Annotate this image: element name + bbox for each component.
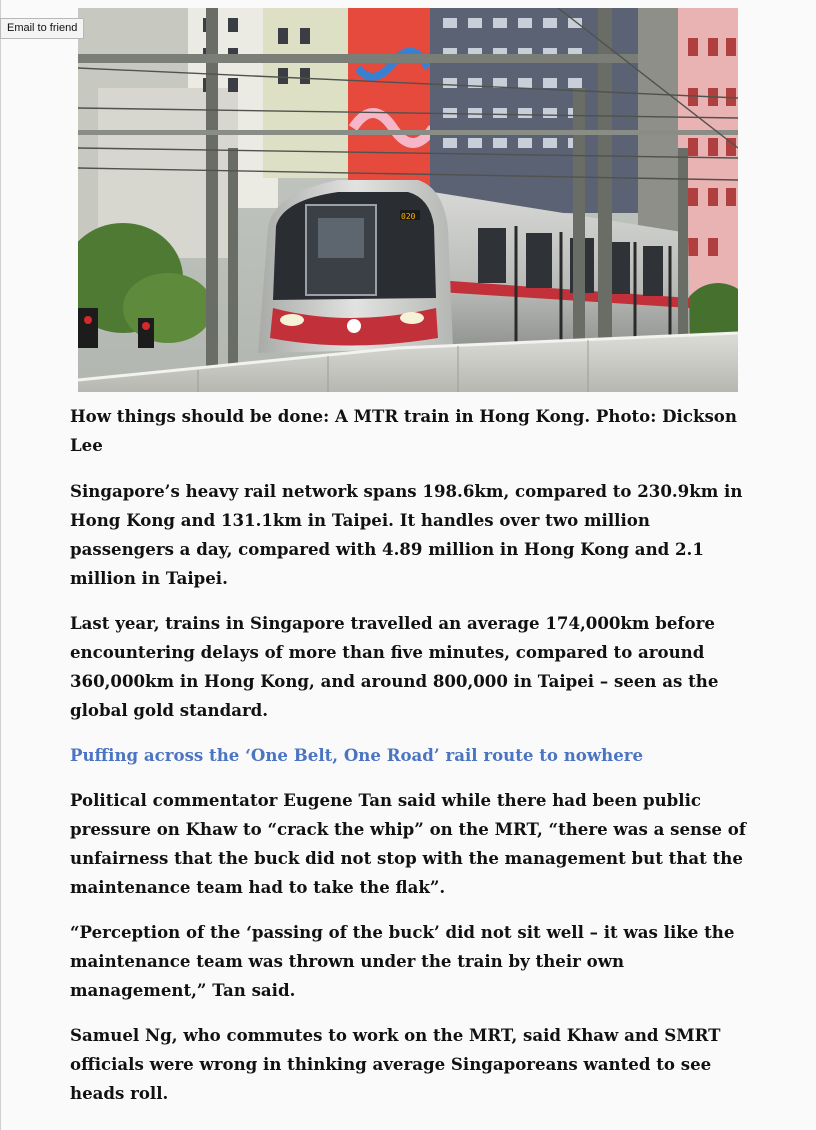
article-paragraph: Samuel Ng, who commutes to work on the MRT, said Khaw and SMRT officials were wrong in thinking average Singaporeans wanted to see heads roll. [70,1025,721,1103]
page-left-border [0,0,1,1130]
mtr-train-photo [78,8,738,392]
article-paragraph: Last year, trains in Singapore travelled an average 174,000km before encountering delays of more than five minutes, compared to around 360,000km in Hong Kong, and around 800,000 in Taipei – seen as the global gold standard. [70,613,719,720]
article-body [70,402,750,1124]
article-paragraph: Singapore’s heavy rail network spans 198.6km, compared to 230.9km in Hong Kong and 131.1km in Taipei. It handles over two million passengers a day, compared with 4.89 million in Hong Kong and 2.1 million in Taipei. [70,481,743,588]
article-paragraph: Political commentator Eugene Tan said while there had been public pressure on Khaw to “crack the whip” on the MRT, “there was a sense of unfairness that the buck did not stop with the management but that the maintenance team had to take the flak”. [70,790,746,897]
related-article-link[interactable]: Puffing across the ‘One Belt, One Road’ rail route to nowhere [70,745,644,765]
email-to-friend-button[interactable]: Email to friend [0,18,84,39]
article-paragraph: “Perception of the ‘passing of the buck’ did not sit well – it was like the maintenance team was thrown under the train by their own management,” Tan said. [70,922,735,1000]
train-number-display: 020 [401,212,416,221]
article-photo [78,8,738,392]
image-caption: How things should be done: A MTR train in Hong Kong. Photo: Dickson Lee [70,406,737,455]
